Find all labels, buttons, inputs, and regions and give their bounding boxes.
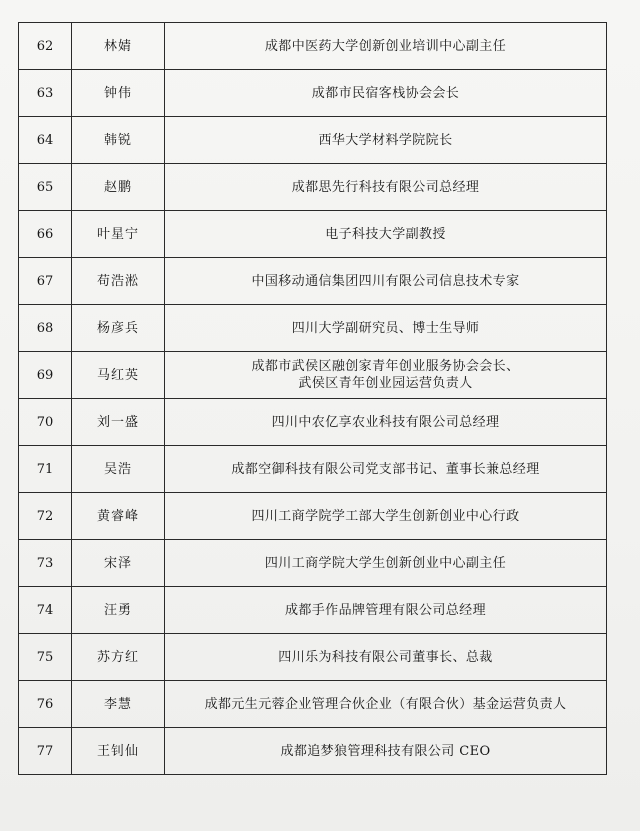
title-line: 四川中农亿享农业科技有限公司总经理: [271, 414, 500, 430]
person-title: [165, 70, 607, 117]
table-row: [19, 540, 607, 587]
person-title: [165, 352, 607, 399]
table-row: [19, 587, 607, 634]
row-number: 74: [19, 587, 72, 634]
title-line: 四川大学副研究员、博士生导师: [291, 320, 480, 336]
table-row: [19, 305, 607, 352]
person-name: 赵鹏: [72, 164, 165, 211]
table-row: [19, 681, 607, 728]
title-line: 四川工商学院学工部大学生创新创业中心行政: [251, 508, 520, 524]
person-name: 黄睿峰: [72, 493, 165, 540]
person-title: [165, 728, 607, 775]
person-name: 刘一盛: [72, 399, 165, 446]
person-name: 马红英: [72, 352, 165, 399]
row-number: 64: [19, 117, 72, 164]
person-name: 汪勇: [72, 587, 165, 634]
table-row: [19, 728, 607, 775]
table-row: [19, 23, 607, 70]
roster-table: [18, 22, 607, 775]
row-number: 70: [19, 399, 72, 446]
person-name: 钟伟: [72, 70, 165, 117]
title-line: 西华大学材料学院院长: [318, 132, 453, 148]
row-number: 62: [19, 23, 72, 70]
title-line: 电子科技大学副教授: [325, 226, 446, 242]
row-number: 69: [19, 352, 72, 399]
person-name: 苏方红: [72, 634, 165, 681]
title-line: 成都手作品牌管理有限公司总经理: [284, 602, 486, 618]
row-number: 66: [19, 211, 72, 258]
person-title: [165, 23, 607, 70]
person-title: [165, 681, 607, 728]
table-row: [19, 70, 607, 117]
title-line: 四川工商学院大学生创新创业中心副主任: [264, 555, 507, 571]
row-number: 71: [19, 446, 72, 493]
row-number: 63: [19, 70, 72, 117]
row-number: 67: [19, 258, 72, 305]
person-name: 林婧: [72, 23, 165, 70]
table-row: [19, 164, 607, 211]
person-title: [165, 493, 607, 540]
person-title: [165, 634, 607, 681]
person-title: [165, 540, 607, 587]
title-line: 成都空御科技有限公司党支部书记、董事长兼总经理: [231, 461, 540, 477]
person-title: [165, 399, 607, 446]
title-line: 成都思先行科技有限公司总经理: [291, 179, 480, 195]
person-name: 王钊仙: [72, 728, 165, 775]
person-name: 叶星宁: [72, 211, 165, 258]
title-line: 成都追梦狼管理科技有限公司 CEO: [280, 743, 491, 759]
row-number: 65: [19, 164, 72, 211]
person-title: [165, 258, 607, 305]
table-row: [19, 352, 607, 399]
table-row: [19, 117, 607, 164]
title-line: 成都中医药大学创新创业培训中心副主任: [264, 38, 507, 54]
person-name: 李慧: [72, 681, 165, 728]
title-line: 中国移动通信集团四川有限公司信息技术专家: [251, 273, 520, 289]
person-name: 韩锐: [72, 117, 165, 164]
person-name: 吴浩: [72, 446, 165, 493]
row-number: 72: [19, 493, 72, 540]
title-line: 成都元生元蓉企业管理合伙企业（有限合伙）基金运营负责人: [204, 696, 567, 712]
table-row: [19, 446, 607, 493]
row-number: 73: [19, 540, 72, 587]
person-title: [165, 164, 607, 211]
person-name: 苟浩淞: [72, 258, 165, 305]
table-row: [19, 258, 607, 305]
row-number: 68: [19, 305, 72, 352]
person-title: [165, 446, 607, 493]
person-title: [165, 117, 607, 164]
row-number: 77: [19, 728, 72, 775]
title-line: 成都市民宿客栈协会会长: [311, 85, 460, 101]
person-title: [165, 587, 607, 634]
person-title: [165, 211, 607, 258]
title-line: 成都市武侯区融创家青年创业服务协会会长、: [251, 359, 520, 374]
table-row: [19, 634, 607, 681]
table-row: [19, 399, 607, 446]
person-name: 宋泽: [72, 540, 165, 587]
title-line: 四川乐为科技有限公司董事长、总裁: [278, 649, 493, 665]
title-line: 武侯区青年创业园运营负责人: [298, 376, 473, 391]
person-name: 杨彦兵: [72, 305, 165, 352]
person-title: [165, 305, 607, 352]
roster-table-body: [19, 23, 607, 775]
table-row: [19, 211, 607, 258]
row-number: 75: [19, 634, 72, 681]
row-number: 76: [19, 681, 72, 728]
table-row: [19, 493, 607, 540]
